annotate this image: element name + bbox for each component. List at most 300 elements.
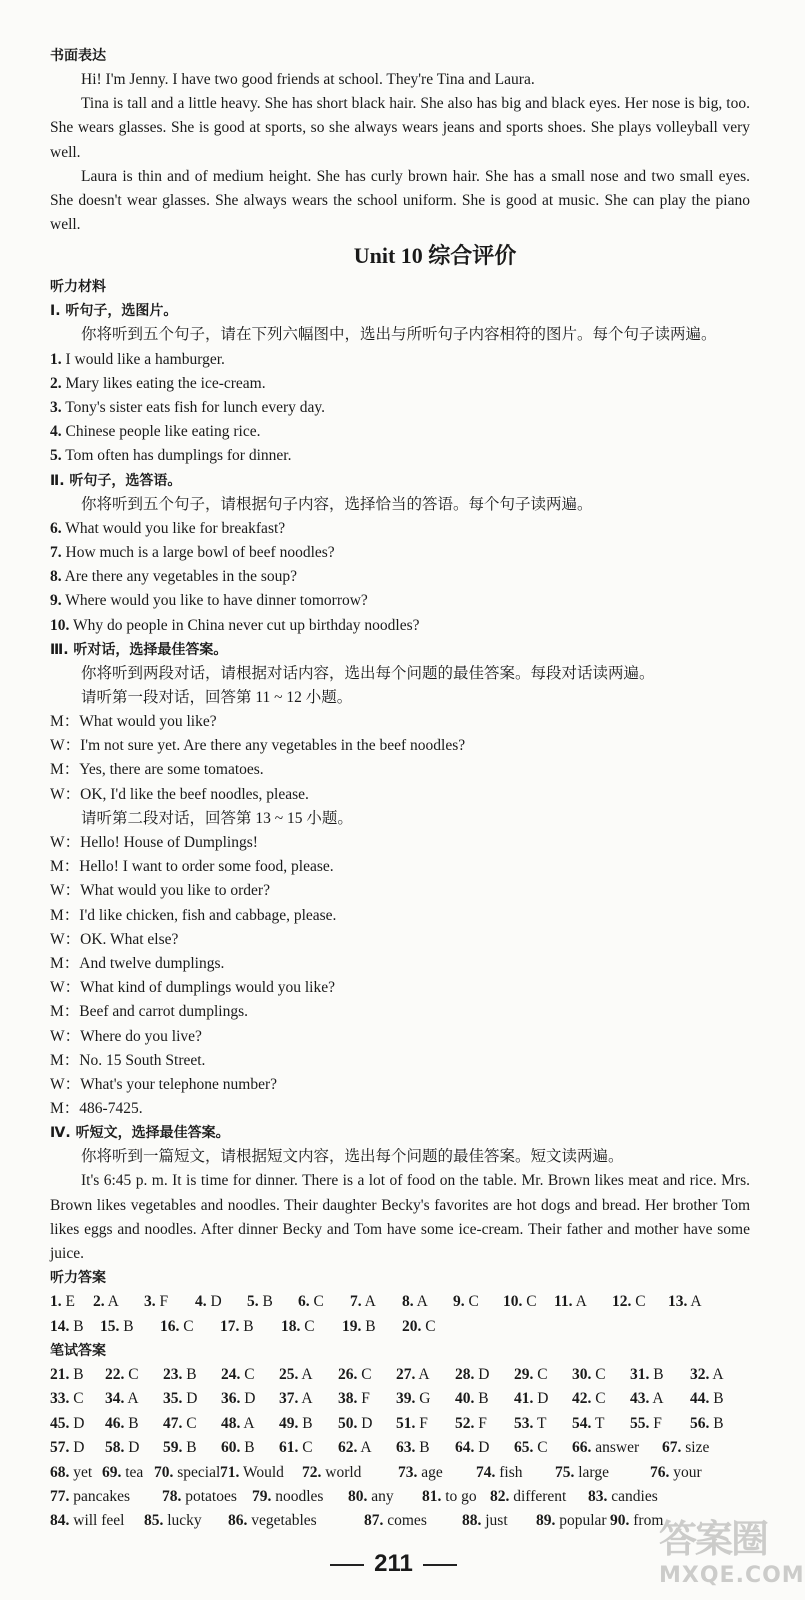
answer-value: C xyxy=(244,1366,255,1384)
answer-number: 67. xyxy=(662,1439,682,1457)
answer-item xyxy=(503,1290,537,1314)
list-item xyxy=(50,372,750,396)
answer-value: world xyxy=(325,1463,362,1481)
answer-number: 20. xyxy=(402,1317,422,1335)
answer-number: 39. xyxy=(396,1390,416,1408)
answer-item xyxy=(160,1315,194,1339)
answer-item xyxy=(279,1412,313,1436)
answer-value: C xyxy=(595,1366,606,1384)
answer-row xyxy=(50,1387,750,1411)
answer-number: 64. xyxy=(455,1439,475,1457)
dialog-line: M：Yes, there are some tomatoes. xyxy=(50,761,264,779)
answer-item xyxy=(455,1387,489,1411)
answer-value: A xyxy=(107,1293,119,1311)
answer-number: 52. xyxy=(455,1414,475,1432)
answer-item xyxy=(396,1412,428,1436)
answer-value: C xyxy=(635,1293,646,1311)
item-number: 8. xyxy=(50,568,62,586)
answer-value: F xyxy=(159,1293,169,1311)
answer-number: 75. xyxy=(555,1463,575,1481)
dialog-line: M：What would you like? xyxy=(50,713,217,731)
answer-item xyxy=(221,1436,255,1460)
answer-value: B xyxy=(262,1293,273,1311)
answer-number: 29. xyxy=(514,1366,534,1384)
written-answers xyxy=(50,1363,750,1534)
item-number: 7. xyxy=(50,543,62,561)
answer-item xyxy=(612,1290,646,1314)
answer-value: potatoes xyxy=(185,1487,237,1505)
answer-value: C xyxy=(73,1390,84,1408)
answer-number: 47. xyxy=(163,1414,183,1432)
answer-number: 60. xyxy=(221,1439,241,1457)
answer-value: C xyxy=(425,1317,436,1335)
answer-item xyxy=(228,1509,317,1533)
answer-number: 31. xyxy=(630,1366,650,1384)
answer-number: 54. xyxy=(572,1414,592,1432)
watermark-line2: MXQE.COM xyxy=(659,1563,805,1588)
answer-item xyxy=(221,1387,255,1411)
answer-number: 88. xyxy=(462,1512,482,1530)
answer-value: C xyxy=(537,1366,548,1384)
answer-number: 26. xyxy=(338,1366,358,1384)
answer-row xyxy=(50,1461,750,1485)
answer-number: 8. xyxy=(402,1293,414,1311)
answer-number: 82. xyxy=(490,1487,510,1505)
section-title: Ⅳ. 听短文，选择最佳答案。 xyxy=(50,1125,230,1142)
answer-item xyxy=(144,1509,202,1533)
answer-item xyxy=(195,1290,222,1314)
answer-item xyxy=(455,1436,489,1460)
answer-number: 1. xyxy=(50,1293,62,1311)
answer-item xyxy=(93,1290,119,1314)
answer-number: 30. xyxy=(572,1366,592,1384)
answer-number: 43. xyxy=(630,1390,650,1408)
answer-item xyxy=(514,1436,548,1460)
item-text: Where would you like to have dinner tomorrow? xyxy=(61,592,368,610)
answer-number: 33. xyxy=(50,1390,70,1408)
answer-value: D xyxy=(128,1439,140,1457)
answer-number: 79. xyxy=(252,1487,272,1505)
answer-number: 10. xyxy=(503,1293,523,1311)
answer-item xyxy=(536,1509,607,1533)
answer-number: 69. xyxy=(102,1463,122,1481)
answer-number: 9. xyxy=(453,1293,465,1311)
answer-value: candies xyxy=(611,1487,658,1505)
answer-value: A xyxy=(301,1390,313,1408)
answer-item xyxy=(364,1509,427,1533)
answer-value: C xyxy=(361,1366,372,1384)
answer-value: popular xyxy=(559,1512,607,1530)
section-instruction: 你将听到一篇短文，请根据短文内容，选出每个问题的最佳答案。短文读两遍。 xyxy=(81,1148,624,1166)
answer-item xyxy=(402,1290,428,1314)
answer-item xyxy=(163,1412,197,1436)
answer-value: A xyxy=(301,1366,313,1384)
answer-number: 4. xyxy=(195,1293,207,1311)
answer-number: 71. xyxy=(220,1463,240,1481)
answer-item xyxy=(630,1387,664,1411)
answer-number: 86. xyxy=(228,1512,248,1530)
item-number: 2. xyxy=(50,374,62,392)
answer-number: 72. xyxy=(302,1463,322,1481)
answer-item xyxy=(50,1461,92,1485)
answer-number: 80. xyxy=(348,1487,368,1505)
answer-number: 90. xyxy=(610,1512,630,1530)
answer-number: 21. xyxy=(50,1366,70,1384)
answer-value: D xyxy=(73,1439,85,1457)
answer-value: C xyxy=(595,1390,606,1408)
answer-item xyxy=(630,1412,662,1436)
section-title: Ⅰ. 听句子，选图片。 xyxy=(50,303,178,320)
answer-item xyxy=(572,1387,606,1411)
item-number: 1. xyxy=(50,350,62,368)
answer-value: A xyxy=(690,1293,702,1311)
answer-value: comes xyxy=(387,1512,427,1530)
item-text: I would like a hamburger. xyxy=(61,350,225,368)
answer-number: 24. xyxy=(221,1366,241,1384)
answer-item xyxy=(105,1412,139,1436)
list-item xyxy=(50,348,750,372)
answer-number: 74. xyxy=(476,1463,496,1481)
answer-item xyxy=(342,1315,376,1339)
answer-value: F xyxy=(653,1414,662,1432)
section-title: Ⅱ. 听句子，选答语。 xyxy=(50,472,182,489)
item-text: Chinese people like eating rice. xyxy=(61,423,261,441)
list-item xyxy=(50,396,750,420)
answer-item xyxy=(50,1387,84,1411)
answer-value: A xyxy=(712,1366,724,1384)
answer-item xyxy=(662,1436,709,1460)
page-number: 211 xyxy=(374,1550,413,1577)
answer-number: 16. xyxy=(160,1317,180,1335)
answer-value: B xyxy=(713,1390,724,1408)
answer-value: A xyxy=(360,1439,372,1457)
answer-number: 35. xyxy=(163,1390,183,1408)
answer-value: large xyxy=(578,1463,609,1481)
item-text: Mary likes eating the ice-cream. xyxy=(61,374,266,392)
answer-value: noodles xyxy=(275,1487,324,1505)
answer-value: from xyxy=(633,1512,664,1530)
answer-number: 81. xyxy=(422,1487,442,1505)
answer-number: 65. xyxy=(514,1439,534,1457)
list-item xyxy=(50,541,750,565)
answer-value: answer xyxy=(595,1439,640,1457)
item-text: Tom often has dumplings for dinner. xyxy=(61,447,292,465)
section-instruction: 你将听到两段对话，请根据对话内容，选出每个问题的最佳答案。每段对话读两遍。 xyxy=(81,664,655,682)
answer-number: 77. xyxy=(50,1487,70,1505)
answer-item xyxy=(50,1436,84,1460)
answer-value: will feel xyxy=(73,1512,125,1530)
answer-value: D xyxy=(478,1366,490,1384)
answer-value: vegetables xyxy=(251,1512,317,1530)
answer-value: D xyxy=(210,1293,222,1311)
answer-number: 36. xyxy=(221,1390,241,1408)
answer-item xyxy=(338,1387,370,1411)
answer-item xyxy=(279,1387,313,1411)
watermark-line1: 答案圈 xyxy=(659,1517,768,1561)
answer-value: D xyxy=(244,1390,256,1408)
writing-paragraph: Tina is tall and a little heavy. She has short black hair. She also has big and black eyes. Her nose is big, too. She wears glasses. She is good at sports, so she always wears jeans and sports shoes. She plays volleyball very well. xyxy=(50,95,750,161)
passage: It's 6:45 p. m. It is time for dinner. There is a lot of food on the table. Mr. Brown likes meat and rice. Mrs. Brown likes vegetables and noodles. Their daughter Becky's favorites are hot dogs and bread. Her brother Tom likes eggs and noodles. After dinner Becky and Tom have some ice-cream. Their father and mother have some juice. xyxy=(50,1172,750,1263)
answer-item xyxy=(163,1363,197,1387)
answer-item xyxy=(610,1509,663,1533)
answer-item xyxy=(572,1363,606,1387)
item-number: 9. xyxy=(50,592,62,610)
answer-value: Would xyxy=(242,1463,284,1481)
list-item xyxy=(50,444,750,468)
answer-number: 53. xyxy=(514,1414,534,1432)
document-page xyxy=(50,44,750,1534)
answer-item xyxy=(555,1461,609,1485)
answer-item xyxy=(338,1436,372,1460)
answer-value: C xyxy=(304,1317,315,1335)
answer-number: 89. xyxy=(536,1512,556,1530)
dialog-line: W：I'm not sure yet. Are there any vegetables in the beef noodles? xyxy=(50,737,466,755)
answer-number: 62. xyxy=(338,1439,358,1457)
answer-value: B xyxy=(653,1366,664,1384)
answer-number: 32. xyxy=(690,1366,710,1384)
dialog-line: M：Hello! I want to order some food, please. xyxy=(50,858,334,876)
answer-row xyxy=(50,1412,750,1436)
answer-row xyxy=(50,1290,750,1314)
answer-value: C xyxy=(302,1439,313,1457)
answer-item xyxy=(490,1485,566,1509)
answer-item xyxy=(163,1387,197,1411)
answer-item xyxy=(105,1436,139,1460)
answer-value: C xyxy=(186,1414,197,1432)
answer-row xyxy=(50,1315,750,1339)
answer-item xyxy=(514,1387,548,1411)
list-item xyxy=(50,517,750,541)
answer-value: size xyxy=(685,1439,710,1457)
watermark-logo xyxy=(659,1508,805,1598)
dialog-line: W：OK, I'd like the beef noodles, please. xyxy=(50,785,309,803)
answer-value: F xyxy=(478,1414,487,1432)
answer-value: A xyxy=(243,1414,255,1432)
answer-item xyxy=(350,1290,376,1314)
answer-number: 17. xyxy=(220,1317,240,1335)
answer-value: fish xyxy=(499,1463,523,1481)
answer-value: to go xyxy=(445,1487,477,1505)
answer-number: 58. xyxy=(105,1439,125,1457)
answer-item xyxy=(462,1509,508,1533)
answer-value: B xyxy=(419,1439,430,1457)
item-number: 5. xyxy=(50,447,62,465)
answer-item xyxy=(348,1485,394,1509)
answer-value: D xyxy=(186,1390,198,1408)
answer-number: 70. xyxy=(154,1463,174,1481)
dialog-line: W：What's your telephone number? xyxy=(50,1075,278,1093)
answer-item xyxy=(455,1363,489,1387)
answer-item xyxy=(396,1363,430,1387)
answer-value: any xyxy=(371,1487,394,1505)
answer-value: B xyxy=(302,1414,313,1432)
answer-item xyxy=(163,1436,197,1460)
answer-number: 5. xyxy=(247,1293,259,1311)
answer-number: 73. xyxy=(398,1463,418,1481)
dialog-line: W：Hello! House of Dumplings! xyxy=(50,834,258,851)
item-number: 4. xyxy=(50,423,62,441)
answer-item xyxy=(220,1315,254,1339)
answer-item xyxy=(50,1412,84,1436)
answer-value: age xyxy=(421,1463,443,1481)
answer-item xyxy=(221,1363,255,1387)
answer-item xyxy=(398,1461,443,1485)
answer-value: B xyxy=(73,1317,84,1335)
answer-number: 12. xyxy=(612,1293,632,1311)
answer-item xyxy=(650,1461,702,1485)
answer-number: 27. xyxy=(396,1366,416,1384)
answer-number: 48. xyxy=(221,1414,241,1432)
answer-item xyxy=(572,1412,604,1436)
dialog-line: W：What would you like to order? xyxy=(50,882,270,900)
answer-number: 45. xyxy=(50,1414,70,1432)
answer-item xyxy=(100,1315,134,1339)
answer-value: E xyxy=(65,1293,75,1311)
section-instruction: 你将听到五个句子，请在下列六幅图中，选出与所听句子内容相符的图片。每个句子读两遍。 xyxy=(81,326,717,344)
item-number: 6. xyxy=(50,519,62,537)
answer-item xyxy=(281,1315,315,1339)
answer-item xyxy=(50,1290,75,1314)
answer-item xyxy=(554,1290,587,1314)
answer-row xyxy=(50,1509,750,1533)
answer-item xyxy=(338,1412,372,1436)
answer-item xyxy=(102,1461,143,1485)
answer-item xyxy=(50,1315,84,1339)
answer-number: 38. xyxy=(338,1390,358,1408)
answer-value: F xyxy=(361,1390,370,1408)
answer-item xyxy=(50,1509,124,1533)
written-answers-heading: 笔试答案 xyxy=(50,1343,106,1360)
answer-number: 28. xyxy=(455,1366,475,1384)
answer-value: B xyxy=(365,1317,376,1335)
dialog-intro: 请听第二段对话，回答第 13 ~ 15 小题。 xyxy=(81,809,353,827)
answer-number: 7. xyxy=(350,1293,362,1311)
answer-value: pancakes xyxy=(73,1487,131,1505)
answer-value: D xyxy=(361,1414,373,1432)
answer-number: 6. xyxy=(298,1293,310,1311)
footer-dash xyxy=(330,1564,364,1566)
answer-number: 78. xyxy=(162,1487,182,1505)
answer-item xyxy=(105,1363,139,1387)
dialog-line: M：Beef and carrot dumplings. xyxy=(50,1003,249,1021)
answer-item xyxy=(690,1412,724,1436)
answer-value: C xyxy=(313,1293,324,1311)
answer-value: A xyxy=(652,1390,664,1408)
answer-number: 57. xyxy=(50,1439,70,1457)
answer-number: 56. xyxy=(690,1414,710,1432)
listening-material-heading: 听力材料 xyxy=(50,279,106,296)
writing-heading: 书面表达 xyxy=(50,48,106,64)
dialog-line: M：486-7425. xyxy=(50,1100,143,1118)
answer-number: 14. xyxy=(50,1317,70,1335)
answer-value: T xyxy=(536,1414,547,1432)
answer-number: 84. xyxy=(50,1512,70,1530)
answer-value: yet xyxy=(73,1463,93,1481)
answer-number: 55. xyxy=(630,1414,650,1432)
answer-number: 3. xyxy=(144,1293,156,1311)
section-title: Ⅲ. 听对话，选择最佳答案。 xyxy=(50,641,228,658)
answer-item xyxy=(453,1290,479,1314)
item-text: Are there any vegetables in the soup? xyxy=(61,568,298,586)
answer-item xyxy=(668,1290,702,1314)
answer-number: 50. xyxy=(338,1414,358,1432)
answer-item xyxy=(514,1412,546,1436)
answer-value: B xyxy=(186,1366,197,1384)
answer-number: 37. xyxy=(279,1390,299,1408)
answer-item xyxy=(338,1363,372,1387)
answer-number: 15. xyxy=(100,1317,120,1335)
answer-value: your xyxy=(673,1463,702,1481)
answer-item xyxy=(396,1436,430,1460)
section-instruction: 你将听到五个句子，请根据句子内容，选择恰当的答语。每个句子读两遍。 xyxy=(81,495,593,513)
answer-item xyxy=(252,1485,323,1509)
answer-item xyxy=(50,1485,130,1509)
answer-value: lucky xyxy=(167,1512,202,1530)
answer-value: C xyxy=(537,1439,548,1457)
answer-number: 2. xyxy=(93,1293,105,1311)
answer-value: C xyxy=(183,1317,194,1335)
answer-number: 13. xyxy=(668,1293,688,1311)
list-item xyxy=(50,614,750,638)
answer-item xyxy=(690,1387,724,1411)
listening-answers-heading: 听力答案 xyxy=(50,1270,106,1287)
answer-value: T xyxy=(594,1414,605,1432)
answer-number: 22. xyxy=(105,1366,125,1384)
answer-value: B xyxy=(713,1414,724,1432)
answer-item xyxy=(396,1387,430,1411)
answer-number: 25. xyxy=(279,1366,299,1384)
answer-value: A xyxy=(127,1390,139,1408)
answer-item xyxy=(50,1363,84,1387)
writing-paragraph: Hi! I'm Jenny. I have two good friends at school. They're Tina and Laura. xyxy=(81,71,535,88)
dialog-line: M：And twelve dumplings. xyxy=(50,954,225,972)
dialog-line: W：Where do you live? xyxy=(50,1027,202,1045)
answer-item xyxy=(476,1461,523,1485)
list-item xyxy=(50,589,750,613)
answer-value: D xyxy=(478,1439,490,1457)
answer-item xyxy=(572,1436,639,1460)
dialog-line: M：No. 15 South Street. xyxy=(50,1051,206,1069)
answer-value: C xyxy=(526,1293,537,1311)
answer-number: 76. xyxy=(650,1463,670,1481)
item-text: How much is a large bowl of beef noodles? xyxy=(61,543,335,561)
item-number: 10. xyxy=(50,616,70,634)
answer-item xyxy=(690,1363,724,1387)
answer-number: 68. xyxy=(50,1463,70,1481)
answer-row xyxy=(50,1436,750,1460)
answer-value: B xyxy=(186,1439,197,1457)
answer-item xyxy=(279,1436,313,1460)
answer-item xyxy=(422,1485,477,1509)
item-text: What would you like for breakfast? xyxy=(61,519,286,537)
footer-dash xyxy=(423,1564,457,1566)
answer-number: 51. xyxy=(396,1414,416,1432)
answer-number: 18. xyxy=(281,1317,301,1335)
answer-value: B xyxy=(478,1390,489,1408)
answer-value: D xyxy=(73,1414,85,1432)
answer-number: 83. xyxy=(588,1487,608,1505)
answer-item xyxy=(221,1412,255,1436)
answer-number: 49. xyxy=(279,1414,299,1432)
answer-row xyxy=(50,1485,750,1509)
answer-item xyxy=(298,1290,324,1314)
answer-item xyxy=(402,1315,436,1339)
list-item xyxy=(50,565,750,589)
answer-item xyxy=(302,1461,361,1485)
answer-number: 42. xyxy=(572,1390,592,1408)
answer-item xyxy=(514,1363,548,1387)
answer-number: 85. xyxy=(144,1512,164,1530)
